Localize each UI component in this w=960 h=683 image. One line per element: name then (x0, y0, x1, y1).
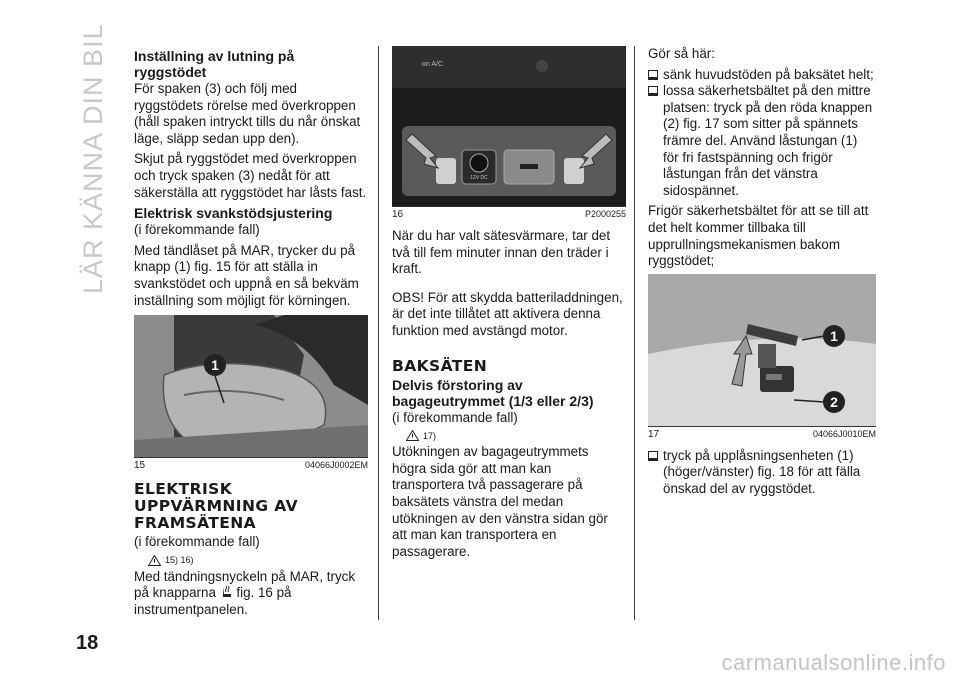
paragraph: Skjut på ryggstödet med överkroppen och tryck spaken (3) nedåt för att säkerställa att ryggstödet har låsts fast. (134, 151, 367, 200)
column-divider (378, 46, 379, 620)
list-item: tryck på upplåsningsenheten (1) (höger/vänster) fig. 18 för att fälla önskad del av ryggstödet. (648, 448, 876, 498)
seatbelt-buckle-illustration (648, 274, 876, 426)
paragraph: OBS! För att skydda batteriladdningen, är det inte tillåtet att aktivera denna funktion med avstängd motor. (392, 289, 623, 338)
figure-code: P2000255 (584, 209, 626, 219)
heading-lumbar: Elektrisk svankstödsjustering (134, 205, 333, 222)
paragraph: (i förekommande fall) (134, 534, 260, 550)
list-item: lossa säkerhetsbältet på den mittre platsen: tryck på den röda knappen (2) fig. 17 som sitter på spännets främre del. Använd låstungan (1) för fri fastspänning och frigör låstungan från det vänstra sidospännet. (648, 83, 876, 199)
warning-ref: 17) (406, 430, 626, 441)
figure-number: 15 (134, 460, 146, 472)
paragraph: Med tändlåset på MAR, trycker du på knapp (1) fig. 15 för att ställa in svankstödet och uppnå en så bekväm inställning som möjligt för körningen. (134, 242, 359, 308)
bullet-icon (648, 86, 658, 96)
paragraph: Frigör säkerhetsbältet för att se till att det helt kommer tillbaka till upprullningsmekanismen bakom ryggstödet; (648, 203, 869, 269)
heading-backrest: Inställning av lutning på ryggstödet (134, 48, 295, 80)
bullet-icon (648, 70, 658, 80)
figure-caption (648, 429, 876, 440)
callout-1: 1 (211, 357, 219, 374)
figure-17 (648, 274, 876, 427)
column-1 (134, 46, 368, 623)
figure-caption (392, 209, 626, 220)
seat-heater-icon (220, 585, 233, 599)
paragraph: Med tändningsnyckeln på MAR, tryck på knapparna fig. 16 på instrumentpanelen. (134, 568, 356, 617)
callout-1: 1 (830, 327, 838, 344)
paragraph: (i förekommande fall) (134, 222, 260, 238)
column-divider (634, 46, 635, 620)
watermark: carmanualsonline.info (721, 650, 946, 675)
heading-split-fold: Delvis förstoring av bagageutrymmet (1/3 eller 2/3) (392, 376, 594, 409)
callout-2: 2 (830, 393, 838, 410)
dashboard-heater-buttons-illustration (392, 46, 626, 206)
heading-rear-seats: BAKSÄTEN (392, 356, 488, 375)
figure-15 (134, 315, 368, 458)
paragraph: (i förekommande fall) (392, 409, 518, 425)
figure-number: 16 (392, 209, 404, 220)
figure-caption (134, 460, 368, 471)
chapter-title: LÄR KÄNNA DIN BIL (78, 23, 108, 294)
figure-16 (392, 46, 626, 207)
paragraph: För spaken (3) och följ med ryggstödets rörelse med överkroppen (håll spaken intryckt tills du når önskat läge, släpp sedan upp den). (134, 81, 361, 146)
column-3 (648, 46, 876, 498)
heading-seat-heating: ELEKTRISK UPPVÄRMNING AV FRAMSÄTENA (134, 480, 298, 533)
seat-lumbar-illustration (134, 315, 368, 457)
column-2 (392, 46, 626, 564)
paragraph: Gör så här: (648, 46, 715, 61)
figure-number: 17 (648, 428, 660, 440)
warning-ref: 15) 16) (148, 555, 368, 566)
bullet-icon (648, 451, 658, 461)
ac-label: on A/C (422, 61, 444, 68)
figure-code: 04066J0010EM (812, 428, 876, 439)
warning-triangle-icon (148, 555, 161, 566)
paragraph: Utökningen av bagageutrymmets högra sida gör att man kan transportera två passagerare på baksätets vänstra del medan utökningen av den vänstra sidan gör att man kan transportera en passagerare. (392, 444, 608, 559)
list-item: sänk huvudstöden på baksätet helt; (648, 67, 876, 84)
figure-code: 04066J0002EM (304, 460, 368, 471)
warning-triangle-icon (406, 430, 419, 441)
page-number: 18 (76, 632, 99, 654)
12v-label: 12V DC (470, 175, 488, 181)
paragraph: När du har valt sätesvärmare, tar det två till fem minuter innan den träder i kraft. (392, 228, 611, 277)
